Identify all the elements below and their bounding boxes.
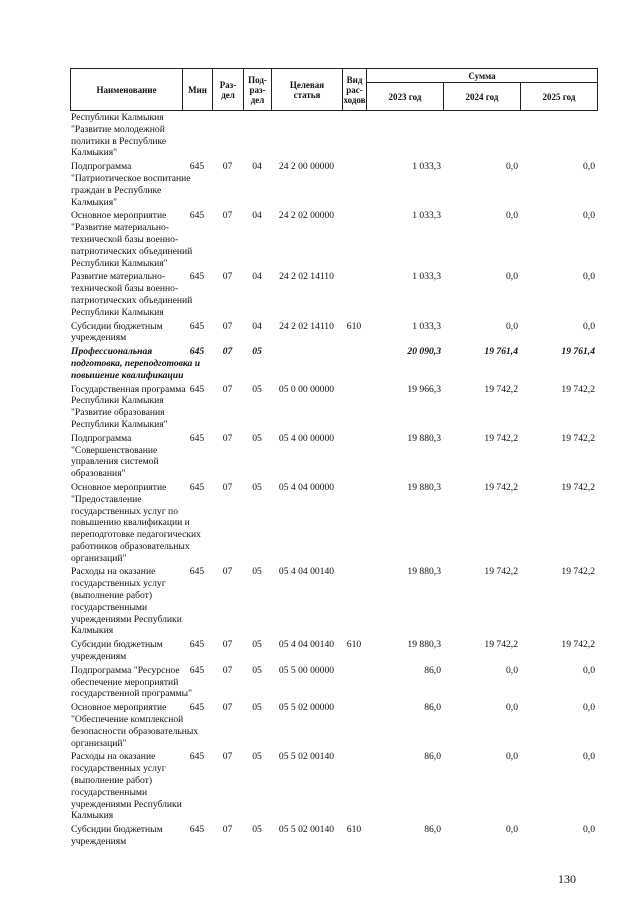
cell-name-line: (выполнение работ) bbox=[71, 775, 153, 787]
cell-name bbox=[70, 271, 193, 320]
cell-name-line: государственных услуг bbox=[71, 763, 166, 775]
cell-name bbox=[70, 161, 191, 210]
cell-target bbox=[271, 112, 342, 161]
cell-sum-2024: 19 742,2 bbox=[484, 566, 518, 578]
cell-name-line: "Обеспечение комплексной bbox=[71, 714, 184, 726]
table-row bbox=[70, 824, 597, 850]
cell-name-line: Калмыкия" bbox=[71, 196, 118, 208]
cell-name-line: учреждениям bbox=[71, 651, 127, 663]
header-vid: Вид рас- ходов bbox=[343, 69, 367, 111]
cell-name-line: политики в Республике bbox=[71, 135, 167, 147]
cell-vid bbox=[342, 665, 366, 702]
cell-target: 05 4 04 00140 bbox=[278, 566, 335, 578]
cell-name-line: учреждениями Республики bbox=[71, 798, 182, 810]
cell-name-line: Республики Калмыкия bbox=[71, 112, 164, 123]
cell-podrazdel: 05 bbox=[252, 432, 262, 444]
cell-sum-2023 bbox=[366, 112, 443, 161]
cell-sum-2025: 19 742,2 bbox=[561, 432, 595, 444]
header-year-2024: 2024 год bbox=[444, 83, 521, 111]
header-year-2025: 2025 год bbox=[521, 83, 598, 111]
cell-sum-2024: 0,0 bbox=[506, 664, 518, 676]
cell-sum-2024: 19 742,2 bbox=[484, 481, 518, 493]
cell-name bbox=[70, 112, 182, 161]
cell-podrazdel: 05 bbox=[252, 751, 262, 763]
cell-name-line: повышению квалификации и bbox=[71, 517, 190, 529]
table-row bbox=[70, 346, 597, 383]
cell-name-line: государственными bbox=[71, 786, 148, 798]
cell-sum-2025: 0,0 bbox=[583, 210, 595, 222]
cell-sum-2024: 19 761,4 bbox=[484, 346, 518, 358]
cell-podrazdel: 05 bbox=[252, 664, 262, 676]
cell-name-line: "Совершенствование bbox=[71, 444, 158, 456]
cell-vid: 610 bbox=[346, 824, 362, 836]
cell-vid bbox=[342, 112, 366, 161]
cell-sum-2024: 0,0 bbox=[506, 751, 518, 763]
page-number: 130 bbox=[558, 872, 576, 886]
cell-name-line: патриотических объединений bbox=[71, 245, 193, 257]
cell-min: 645 bbox=[189, 346, 205, 358]
cell-sum-2024: 0,0 bbox=[506, 271, 518, 283]
table-row bbox=[70, 566, 597, 639]
cell-vid: 610 bbox=[346, 320, 362, 332]
table-row bbox=[70, 384, 597, 433]
cell-name-line: Республики Калмыкия" bbox=[71, 418, 168, 430]
cell-vid bbox=[342, 751, 366, 824]
cell-min: 645 bbox=[189, 639, 205, 651]
cell-min: 645 bbox=[189, 751, 205, 763]
cell-sum-2024: 19 742,2 bbox=[484, 383, 518, 395]
cell-name-line: повышение квалификации bbox=[71, 369, 184, 381]
cell-podrazdel: 04 bbox=[252, 161, 262, 173]
cell-name bbox=[70, 433, 182, 482]
cell-name-line: "Патриотическое воспитание bbox=[71, 172, 191, 184]
cell-sum-2025: 0,0 bbox=[583, 320, 595, 332]
cell-name-line: учреждениям bbox=[71, 836, 127, 848]
cell-vid bbox=[342, 482, 366, 567]
cell-target: 24 2 02 14110 bbox=[279, 320, 334, 332]
cell-razdel: 07 bbox=[222, 702, 233, 714]
cell-name-line: образования" bbox=[71, 468, 126, 480]
cell-sum-2025: 19 761,4 bbox=[561, 346, 595, 358]
cell-min: 645 bbox=[189, 824, 205, 836]
cell-sum-2024: 19 742,2 bbox=[484, 639, 518, 651]
cell-sum-2025: 19 742,2 bbox=[561, 481, 595, 493]
cell-sum-2025 bbox=[520, 112, 597, 161]
cell-sum-2023: 19 966,3 bbox=[407, 383, 441, 395]
cell-podrazdel: 04 bbox=[252, 271, 262, 283]
cell-sum-2024: 19 742,2 bbox=[484, 432, 518, 444]
cell-sum-2023: 19 880,3 bbox=[407, 566, 441, 578]
cell-razdel: 07 bbox=[222, 346, 233, 358]
cell-name-line: Подпрограмма bbox=[71, 432, 132, 444]
cell-name-line: подготовка, переподготовка и bbox=[71, 357, 201, 369]
cell-name-line: Субсидии бюджетным bbox=[71, 320, 163, 332]
cell-razdel: 07 bbox=[222, 271, 233, 283]
cell-sum-2023: 86,0 bbox=[424, 664, 441, 676]
cell-podrazdel: 05 bbox=[252, 824, 262, 836]
cell-name bbox=[70, 664, 192, 702]
cell-min bbox=[182, 112, 212, 161]
cell-vid: 610 bbox=[346, 639, 362, 651]
cell-name-line: Основное мероприятие bbox=[71, 210, 167, 222]
cell-razdel: 07 bbox=[222, 566, 233, 578]
cell-name-line: технической базы военно- bbox=[71, 233, 179, 245]
cell-razdel: 07 bbox=[222, 751, 233, 763]
cell-razdel: 07 bbox=[222, 210, 233, 222]
table-row bbox=[70, 271, 597, 320]
cell-name bbox=[70, 210, 193, 271]
cell-name-line: Калмыкия" bbox=[71, 147, 118, 159]
cell-name bbox=[70, 751, 182, 824]
cell-name-line: Государственная программа bbox=[71, 383, 186, 395]
cell-razdel: 07 bbox=[222, 639, 233, 651]
cell-min: 645 bbox=[189, 161, 205, 173]
cell-sum-2023: 20 090,3 bbox=[407, 346, 441, 358]
cell-target: 24 2 02 00000 bbox=[278, 210, 335, 222]
table-row bbox=[70, 210, 597, 271]
cell-vid bbox=[342, 566, 366, 639]
table-row bbox=[70, 112, 597, 161]
cell-name bbox=[70, 321, 182, 347]
cell-name-line: Расходы на оказание bbox=[71, 751, 156, 763]
cell-min: 645 bbox=[189, 210, 205, 222]
cell-vid bbox=[342, 702, 366, 751]
cell-razdel: 07 bbox=[222, 383, 233, 395]
cell-razdel: 07 bbox=[222, 664, 233, 676]
cell-vid bbox=[342, 161, 366, 210]
cell-target: 05 5 02 00000 bbox=[278, 702, 335, 714]
cell-name-line: Расходы на оказание bbox=[71, 566, 156, 578]
cell-name-line: Республики Калмыкия bbox=[71, 306, 164, 318]
cell-min: 645 bbox=[189, 320, 205, 332]
header-podrazdel: Под- раз- дел bbox=[244, 69, 272, 111]
cell-target: 05 4 00 00000 bbox=[278, 432, 335, 444]
cell-name-line: Республики Калмыкия" bbox=[71, 257, 168, 269]
cell-name-line: государственными bbox=[71, 601, 148, 613]
cell-sum-2025: 0,0 bbox=[583, 664, 595, 676]
cell-min: 645 bbox=[189, 481, 205, 493]
cell-sum-2023: 86,0 bbox=[424, 824, 441, 836]
cell-podrazdel: 05 bbox=[252, 346, 262, 358]
cell-name-line: управления системой bbox=[71, 456, 159, 468]
cell-min: 645 bbox=[189, 383, 205, 395]
cell-name-line: государственных услуг по bbox=[71, 505, 178, 517]
cell-name-line: "Развитие материально- bbox=[71, 222, 169, 234]
cell-sum-2023: 1 033,3 bbox=[412, 320, 441, 332]
cell-target: 05 4 04 00000 bbox=[278, 481, 335, 493]
table-row bbox=[70, 751, 597, 824]
cell-sum-2024: 0,0 bbox=[506, 702, 518, 714]
cell-sum-2023: 19 880,3 bbox=[407, 481, 441, 493]
cell-target: 05 0 00 00000 bbox=[278, 383, 335, 395]
cell-name-line: учреждениям bbox=[71, 332, 127, 344]
cell-target: 05 5 02 00140 bbox=[278, 751, 335, 763]
cell-name-line: Калмыкия bbox=[71, 625, 114, 637]
cell-sum-2024: 0,0 bbox=[506, 320, 518, 332]
cell-sum-2025: 19 742,2 bbox=[561, 383, 595, 395]
cell-name-line: граждан в Республике bbox=[71, 184, 162, 196]
table-row bbox=[70, 482, 597, 567]
cell-name-line: Развитие материально- bbox=[71, 271, 166, 283]
table-row bbox=[70, 665, 597, 702]
cell-name-line: Основное мероприятие bbox=[71, 702, 167, 714]
cell-razdel: 07 bbox=[222, 824, 233, 836]
cell-name-line: безопасности образовательных bbox=[71, 725, 199, 737]
cell-sum-2025: 0,0 bbox=[583, 824, 595, 836]
cell-sum-2023: 1 033,3 bbox=[412, 161, 441, 173]
cell-name bbox=[70, 824, 182, 850]
cell-min: 645 bbox=[189, 432, 205, 444]
cell-razdel: 07 bbox=[222, 432, 233, 444]
cell-name-line: патриотических объединений bbox=[71, 294, 193, 306]
cell-min: 645 bbox=[189, 566, 205, 578]
cell-vid bbox=[342, 210, 366, 271]
cell-name-line: Подпрограмма bbox=[71, 161, 132, 173]
header-year-2023: 2023 год bbox=[367, 83, 444, 111]
table-row bbox=[70, 161, 597, 210]
cell-target: 24 2 02 14110 bbox=[279, 271, 334, 283]
cell-target bbox=[271, 346, 342, 383]
cell-name-line: обеспечение мероприятий bbox=[71, 676, 179, 688]
cell-name-line: переподготовке педагогических bbox=[71, 529, 201, 541]
cell-sum-2023: 1 033,3 bbox=[412, 271, 441, 283]
header-target: Целевая статья bbox=[272, 69, 343, 111]
cell-sum-2023: 86,0 bbox=[424, 702, 441, 714]
cell-min: 645 bbox=[189, 271, 205, 283]
cell-name-line: Калмыкия bbox=[71, 810, 114, 822]
cell-sum-2025: 0,0 bbox=[583, 751, 595, 763]
header-min: Мин bbox=[183, 69, 213, 111]
table-row bbox=[70, 433, 597, 482]
table-header bbox=[70, 68, 598, 111]
cell-sum-2025: 19 742,2 bbox=[561, 639, 595, 651]
cell-sum-2023: 1 033,3 bbox=[412, 210, 441, 222]
header-name: Наименование bbox=[71, 69, 183, 111]
cell-podrazdel: 04 bbox=[252, 210, 262, 222]
cell-vid bbox=[342, 433, 366, 482]
cell-name-line: (выполнение работ) bbox=[71, 590, 153, 602]
cell-target: 05 4 04 00140 bbox=[278, 639, 335, 651]
cell-podrazdel: 05 bbox=[252, 481, 262, 493]
cell-sum-2023: 86,0 bbox=[424, 751, 441, 763]
cell-podrazdel: 05 bbox=[252, 566, 262, 578]
cell-podrazdel bbox=[243, 112, 271, 161]
cell-razdel bbox=[212, 112, 243, 161]
cell-razdel: 07 bbox=[222, 320, 233, 332]
cell-name-line: государственных услуг bbox=[71, 578, 166, 590]
cell-name-line: "Предоставление bbox=[71, 493, 142, 505]
cell-min: 645 bbox=[189, 664, 205, 676]
table-row bbox=[70, 321, 597, 347]
cell-vid bbox=[342, 384, 366, 433]
cell-sum-2024: 0,0 bbox=[506, 161, 518, 173]
cell-name-line: работников образовательных bbox=[71, 540, 190, 552]
cell-sum-2024 bbox=[443, 112, 520, 161]
cell-name bbox=[70, 639, 182, 665]
cell-name bbox=[70, 566, 182, 639]
cell-podrazdel: 05 bbox=[252, 639, 262, 651]
cell-target: 24 2 00 00000 bbox=[278, 161, 335, 173]
cell-name-line: Основное мероприятие bbox=[71, 481, 167, 493]
header-sum: Сумма bbox=[367, 69, 598, 83]
cell-razdel: 07 bbox=[222, 481, 233, 493]
cell-name-line: организаций" bbox=[71, 552, 127, 564]
table-row bbox=[70, 639, 597, 665]
cell-name bbox=[70, 383, 186, 433]
cell-vid bbox=[342, 346, 366, 383]
budget-table bbox=[70, 112, 597, 850]
cell-podrazdel: 05 bbox=[252, 383, 262, 395]
cell-name-line: государственной программы" bbox=[71, 688, 192, 700]
cell-name-line: Подпрограмма "Ресурсное bbox=[71, 664, 180, 676]
cell-sum-2025: 0,0 bbox=[583, 271, 595, 283]
cell-min: 645 bbox=[189, 702, 205, 714]
cell-name-line: технической базы военно- bbox=[71, 283, 179, 295]
cell-name-line: Республики Калмыкия bbox=[71, 395, 164, 407]
table-row bbox=[70, 702, 597, 751]
cell-razdel: 07 bbox=[222, 161, 233, 173]
cell-name-line: "Развитие образования bbox=[71, 407, 165, 419]
cell-name-line: Субсидии бюджетным bbox=[71, 824, 163, 836]
cell-sum-2024: 0,0 bbox=[506, 210, 518, 222]
cell-sum-2023: 19 880,3 bbox=[407, 639, 441, 651]
cell-podrazdel: 04 bbox=[252, 320, 262, 332]
cell-sum-2025: 0,0 bbox=[583, 161, 595, 173]
cell-sum-2025: 19 742,2 bbox=[561, 566, 595, 578]
header-razdel: Раз- дел bbox=[213, 69, 244, 111]
cell-name-line: Профессиональная bbox=[71, 346, 153, 358]
cell-name-line: "Развитие молодежной bbox=[71, 123, 165, 135]
cell-target: 05 5 00 00000 bbox=[278, 664, 335, 676]
cell-name-line: организаций" bbox=[71, 737, 127, 749]
cell-sum-2024: 0,0 bbox=[506, 824, 518, 836]
cell-sum-2023: 19 880,3 bbox=[407, 432, 441, 444]
cell-podrazdel: 05 bbox=[252, 702, 262, 714]
cell-sum-2025: 0,0 bbox=[583, 702, 595, 714]
cell-vid bbox=[342, 271, 366, 320]
cell-target: 05 5 02 00140 bbox=[278, 824, 335, 836]
cell-name-line: учреждениями Республики bbox=[71, 613, 182, 625]
cell-name-line: Субсидии бюджетным bbox=[71, 639, 163, 651]
